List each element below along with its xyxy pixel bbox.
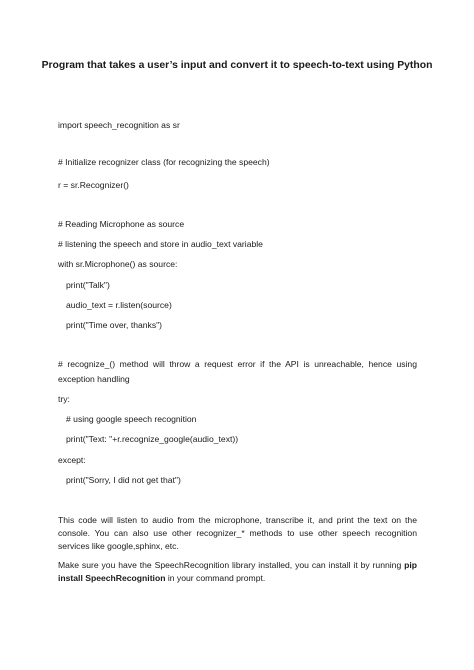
code-line-recognizer: r = sr.Recognizer() (58, 180, 129, 190)
install-note-paragraph (58, 559, 417, 585)
code-line-print-sorry: print("Sorry, I did not get that") (66, 475, 181, 485)
code-comment-google: # using google speech recognition (66, 414, 197, 424)
page-title: Program that takes a user’s input and convert it to speech-to-text using Python (41, 60, 433, 71)
code-line-try: try: (58, 394, 70, 404)
code-line-audio-text: audio_text = r.listen(source) (66, 300, 172, 310)
code-line-print-text: print("Text: "+r.recognize_google(audio_text)) (66, 434, 239, 444)
install-command: pip install SpeechRecognition (58, 560, 417, 583)
code-comment-mic: # Reading Microphone as source (58, 219, 185, 229)
code-line-except: except: (58, 455, 86, 465)
code-comment-error: # recognize_() method will throw a request error if the API is unreachable, hence using exception handling (58, 359, 417, 384)
install-note-before: Make sure you have the SpeechRecognition library installed, you can install it by running (58, 560, 405, 570)
code-comment-init: # Initialize recognizer class (for recognizing the speech) (58, 157, 270, 167)
code-line-print-talk: print("Talk") (66, 280, 110, 290)
install-note-after: in your command prompt. (165, 573, 266, 583)
description-paragraph: This code will listen to audio from the microphone, transcribe it, and print the text on the console. You can also use other recognizer_* methods to use other speech recognition services like google,sphinx, etc. (58, 515, 417, 551)
code-comment-listen: # listening the speech and store in audio_text variable (58, 239, 263, 249)
code-line-print-time: print("Time over, thanks") (66, 320, 163, 330)
code-line-with-mic: with sr.Microphone() as source: (58, 259, 178, 269)
code-line-import: import speech_recognition as sr (58, 120, 180, 130)
